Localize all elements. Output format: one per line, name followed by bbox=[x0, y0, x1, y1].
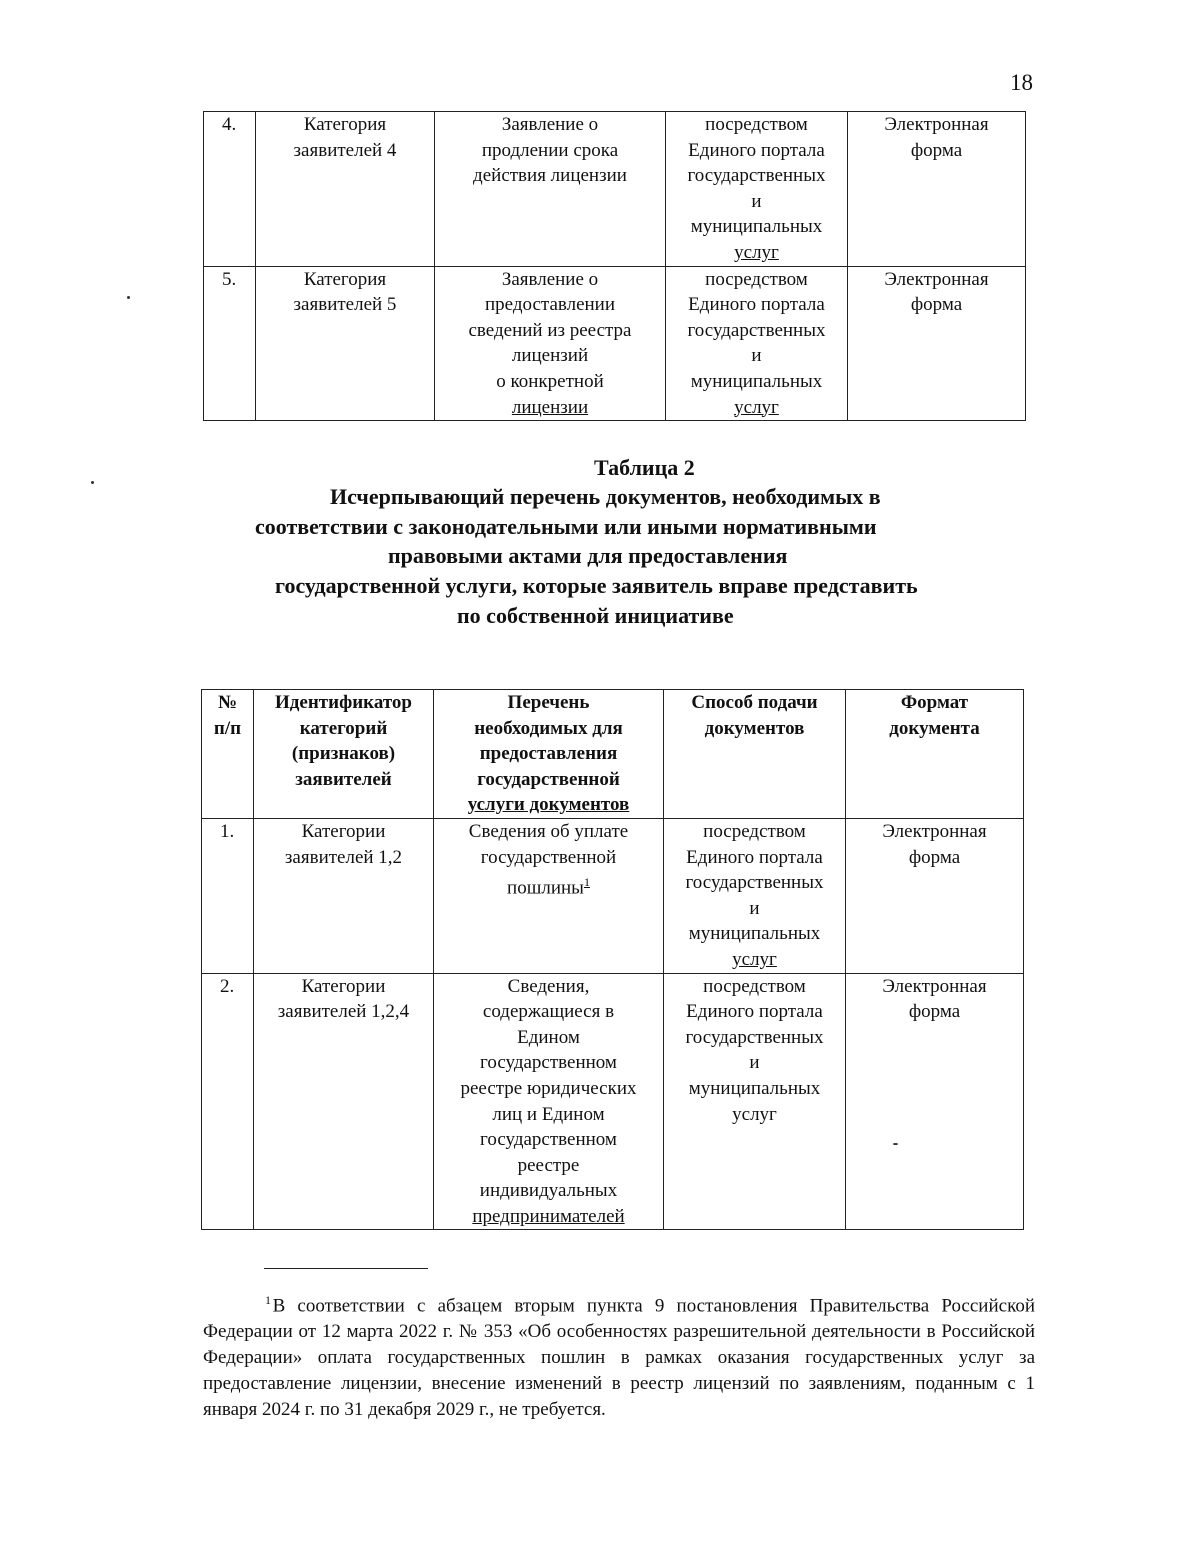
footnote-reference[interactable]: 1 bbox=[583, 875, 590, 890]
footnote-mark: 1 bbox=[265, 1293, 271, 1307]
row-number: 4. bbox=[204, 112, 256, 267]
document-name: Заявление о продлении срока действия лицензии bbox=[435, 112, 666, 267]
applicant-category: Категория заявителей 5 bbox=[256, 266, 435, 421]
document-format: Электронная форма bbox=[848, 266, 1026, 421]
table-caption-line: государственной услуги, которые заявитель вправе представить bbox=[275, 573, 918, 598]
submission-method: посредством Единого портала государственных и муниципальных услуг bbox=[664, 973, 846, 1230]
table-row bbox=[202, 818, 1024, 973]
header-documents: Перечень необходимых для предоставления государственной услуги документов bbox=[434, 690, 664, 819]
row-number: 2. bbox=[202, 973, 254, 1230]
submission-method: посредством Единого портала государственных и муниципальных услуг bbox=[666, 266, 848, 421]
applicant-category: Категории заявителей 1,2,4 bbox=[254, 973, 434, 1230]
applicant-category: Категория заявителей 4 bbox=[256, 112, 435, 267]
document-format: Электронная форма bbox=[846, 818, 1024, 973]
footnote bbox=[203, 1287, 1035, 1423]
table-caption-line: по собственной инициативе bbox=[457, 603, 734, 628]
table-header-row bbox=[202, 690, 1024, 819]
row-number: 5. bbox=[204, 266, 256, 421]
footnote-text: В соответствии с абзацем вторым пункта 9 постановления Правительства Российской Федерации от 12 марта 2022 г. № 353 «Об особенностях разрешительной деятельности в Российской Федерации» оплата государственных пошлин в рамках оказания государственных услуг за предоставление лицензии, внесение изменений в реестр лицензий по заявлениям, поданным с 1 января 2024 г. по 31 декабря 2029 г., не требуется. bbox=[203, 1295, 1035, 1421]
header-category: Идентификатор категорий (признаков) заявителей bbox=[254, 690, 434, 819]
row-number: 1. bbox=[202, 818, 254, 973]
optional-documents-table bbox=[201, 689, 1024, 1230]
table-caption-line: соответствии с законодательными или иными нормативными bbox=[255, 514, 877, 539]
header-method: Способ подачи документов bbox=[664, 690, 846, 819]
applicant-category: Категории заявителей 1,2 bbox=[254, 818, 434, 973]
header-format: Формат документа bbox=[846, 690, 1024, 819]
footnote-separator bbox=[264, 1268, 428, 1269]
table-row bbox=[204, 266, 1026, 421]
page-number: 18 bbox=[1010, 70, 1033, 95]
document-format: Электронная форма bbox=[846, 973, 1024, 1230]
table-caption-line: Исчерпывающий перечень документов, необходимых в bbox=[330, 484, 881, 509]
document-format: Электронная форма bbox=[848, 112, 1026, 267]
table-caption-title: Таблица 2 bbox=[594, 455, 695, 480]
scan-speck bbox=[91, 481, 94, 484]
submission-method: посредством Единого портала государственных и муниципальных услуг bbox=[666, 112, 848, 267]
submission-method: посредством Единого портала государственных и муниципальных услуг bbox=[664, 818, 846, 973]
document-name: Сведения об уплате государственной пошлины$^1$ bbox=[434, 818, 664, 973]
scan-speck bbox=[893, 1143, 898, 1145]
scan-speck bbox=[127, 296, 130, 299]
table-row bbox=[202, 973, 1024, 1230]
document-name: Заявление о предоставлении сведений из реестра лицензий о конкретной лицензии bbox=[435, 266, 666, 421]
table-caption-line: правовыми актами для предоставления bbox=[388, 543, 788, 568]
header-number: № п/п bbox=[202, 690, 254, 819]
licensing-applications-table bbox=[203, 111, 1026, 421]
document-name: Сведения, содержащиеся в Едином государственном реестре юридических лиц и Едином государственном реестре индивидуальных предпринимателей bbox=[434, 973, 664, 1230]
table-row bbox=[204, 112, 1026, 267]
